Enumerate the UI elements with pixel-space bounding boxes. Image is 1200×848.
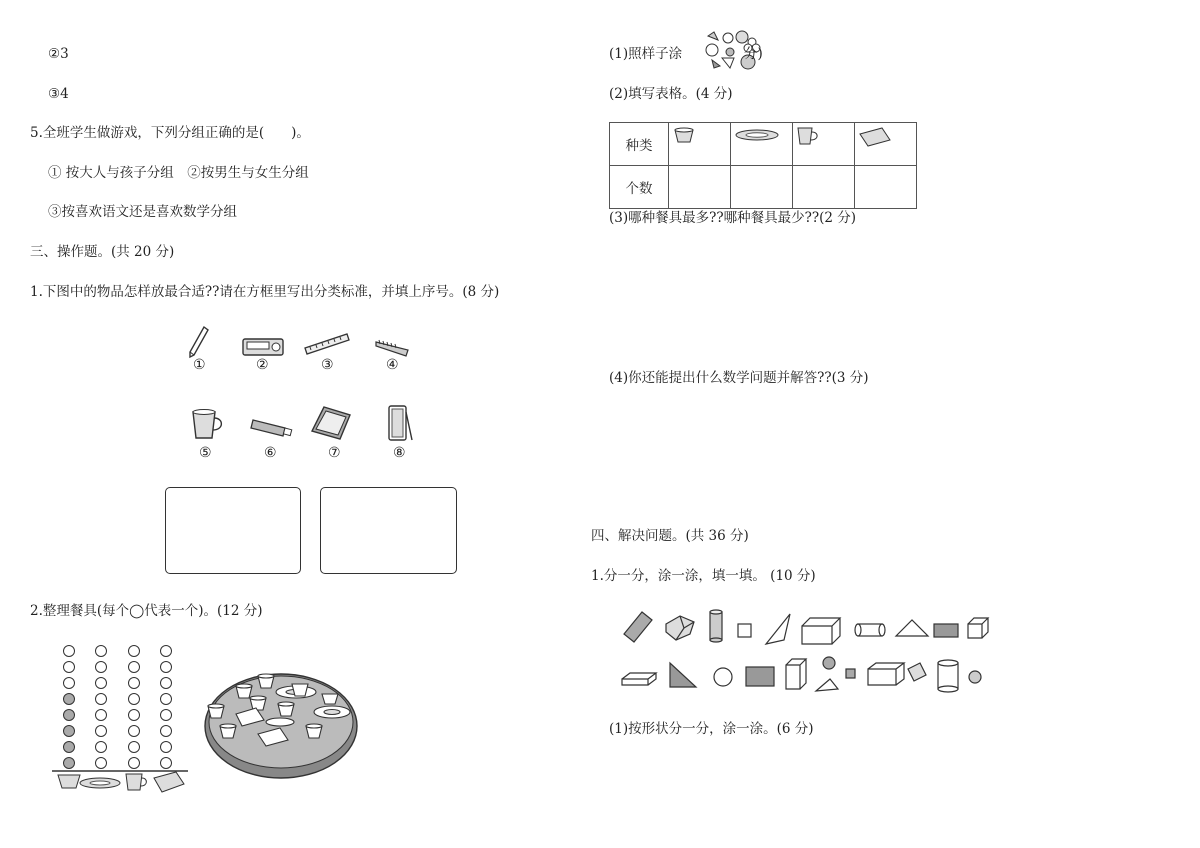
shapes-row-2 bbox=[620, 655, 992, 695]
pencil-icon bbox=[186, 325, 212, 359]
rect-shape bbox=[934, 624, 958, 637]
part-3-question: (3)哪种餐具最多??哪种餐具最少??(2 分) bbox=[609, 210, 856, 226]
section-4-heading: 四、解决问题。(共 36 分) bbox=[591, 528, 749, 544]
sphere-shape bbox=[823, 657, 835, 669]
part-2-instruction: (2)填写表格。(4 分) bbox=[609, 86, 733, 102]
operation-question-1: 1.下图中的物品怎样放最合适??请在方框里写出分类标准，并填上序号。(8 分) bbox=[30, 284, 500, 300]
part-1-score: 分) bbox=[744, 46, 763, 62]
problem-1: 1.分一分，涂一涂，填一填。 (10 分) bbox=[591, 568, 816, 584]
part-1-instruction: (1)照样子涂 bbox=[609, 46, 683, 62]
item-label-7: ⑦ bbox=[328, 445, 341, 461]
flat-cuboid-shape bbox=[622, 673, 656, 685]
count-input-bowl[interactable] bbox=[669, 166, 731, 209]
table-header-count: 个数 bbox=[610, 166, 669, 209]
toothpaste-icon bbox=[249, 416, 295, 440]
tableware-count-table bbox=[609, 122, 917, 209]
question-5-option-line-2: ③按喜欢语文还是喜欢数学分组 bbox=[48, 204, 237, 220]
bowl-icon bbox=[673, 127, 697, 145]
operation-question-2: 2.整理餐具(每个◯代表一个)。(12 分) bbox=[30, 603, 263, 619]
problem-1-part-1: (1)按形状分一分，涂一涂。(6 分) bbox=[609, 721, 814, 737]
item-label-4: ④ bbox=[386, 357, 399, 373]
answer-box-1[interactable] bbox=[165, 487, 301, 574]
item-label-5: ⑤ bbox=[199, 445, 212, 461]
circle-shape bbox=[714, 668, 732, 686]
option-3: ③4 bbox=[48, 86, 69, 102]
cup-small-icon bbox=[796, 126, 822, 146]
item-label-2: ② bbox=[256, 357, 269, 373]
ruler-icon bbox=[303, 330, 351, 356]
pencil-box-icon bbox=[241, 335, 285, 359]
mirror-icon bbox=[384, 404, 416, 444]
cube-tilted-shape bbox=[666, 616, 694, 640]
tableware-circle-graph bbox=[50, 640, 190, 795]
part-4-question: (4)你还能提出什么数学问题并解答??(3 分) bbox=[609, 370, 869, 386]
tilted-square-shape bbox=[908, 663, 926, 681]
plate-icon bbox=[734, 128, 780, 142]
item-label-1: ① bbox=[193, 357, 206, 373]
rect-tilted-shape bbox=[624, 612, 652, 642]
cube-shape bbox=[968, 618, 988, 638]
count-input-dish[interactable] bbox=[855, 166, 917, 209]
comb-icon bbox=[374, 336, 412, 358]
notebook-icon bbox=[310, 405, 354, 441]
question-5-option-line-1: ① 按大人与孩子分组 ②按男生与女生分组 bbox=[48, 165, 309, 181]
table-cell-dish bbox=[855, 123, 917, 166]
table-cell-cup bbox=[793, 123, 855, 166]
dish-icon bbox=[858, 126, 892, 148]
table-cell-plate bbox=[731, 123, 793, 166]
table-with-tableware-illustration bbox=[202, 664, 360, 788]
item-label-6: ⑥ bbox=[264, 445, 277, 461]
cuboid-shape bbox=[802, 618, 840, 644]
table-cell-bowl bbox=[669, 123, 731, 166]
right-triangle-shape bbox=[670, 663, 696, 687]
cylinder-shape-2 bbox=[938, 663, 958, 689]
count-input-plate[interactable] bbox=[731, 166, 793, 209]
question-5: 5.全班学生做游戏，下列分组正确的是( )。 bbox=[30, 125, 310, 141]
cup-icon bbox=[190, 408, 226, 442]
triangle-shape bbox=[766, 614, 790, 644]
triangle-small-shape bbox=[816, 679, 838, 691]
tall-cuboid-shape bbox=[786, 659, 806, 689]
triangle-flat-shape bbox=[896, 620, 928, 636]
rect-shape-2 bbox=[746, 667, 774, 686]
item-label-3: ③ bbox=[321, 357, 334, 373]
cuboid-shape-2 bbox=[868, 663, 904, 685]
section-3-heading: 三、操作题。(共 20 分) bbox=[30, 244, 175, 260]
cylinder-shape bbox=[710, 612, 722, 640]
answer-box-2[interactable] bbox=[320, 487, 457, 574]
item-label-8: ⑧ bbox=[393, 445, 406, 461]
square-shape bbox=[738, 624, 751, 637]
table-header-kind: 种类 bbox=[610, 123, 669, 166]
small-square-shape bbox=[846, 669, 855, 678]
option-2: ②3 bbox=[48, 46, 69, 62]
shapes-row-1 bbox=[620, 608, 992, 648]
small-circle-shape bbox=[969, 671, 981, 683]
count-input-cup[interactable] bbox=[793, 166, 855, 209]
